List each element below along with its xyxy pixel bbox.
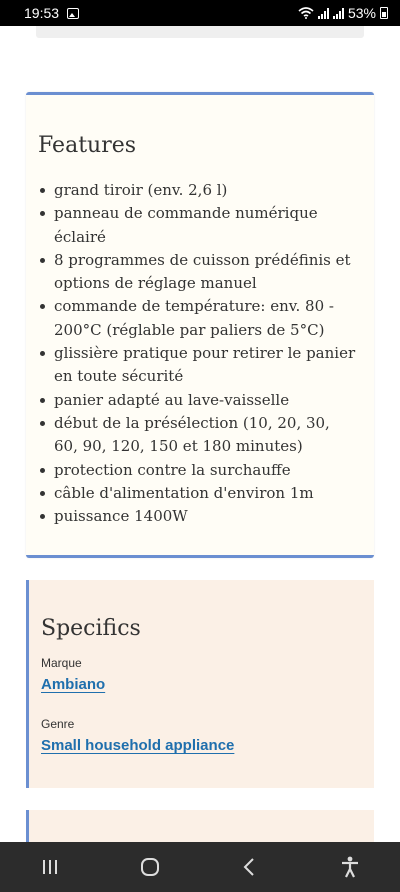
gallery-notification-icon <box>67 8 79 19</box>
feature-item: commande de température: env. 80 - 200°C (réglable par paliers de 5°C) <box>38 295 356 342</box>
recent-apps-icon <box>41 858 59 876</box>
feature-item: 8 programmes de cuisson prédéfinis et options de réglage manuel <box>38 249 356 296</box>
genre-link[interactable]: Small household appliance <box>41 737 235 754</box>
features-list <box>38 179 356 528</box>
feature-item: panier adapté au lave-vaisselle <box>38 389 356 412</box>
feature-item: câble d'alimentation d'environ 1m <box>38 482 356 505</box>
previous-card-remnant <box>36 26 364 38</box>
home-button[interactable] <box>130 847 170 887</box>
feature-item: grand tiroir (env. 2,6 l) <box>38 179 356 202</box>
signal-icon <box>318 8 329 19</box>
recent-apps-button[interactable] <box>30 847 70 887</box>
feature-item: début de la présélection (10, 20, 30, 60, 90, 120, 150 et 180 minutes) <box>38 412 356 459</box>
back-button[interactable] <box>230 847 270 887</box>
specifics-title: Specifics <box>41 616 141 641</box>
status-right <box>298 5 388 21</box>
specifics-card <box>26 580 374 788</box>
home-icon <box>140 857 160 877</box>
back-icon <box>242 857 258 877</box>
status-bar <box>0 0 400 26</box>
feature-item: panneau de commande numérique éclairé <box>38 202 356 249</box>
system-nav-bar <box>0 842 400 892</box>
spec-label-brand: Marque <box>41 656 82 670</box>
accessibility-button[interactable] <box>330 847 370 887</box>
feature-item: protection contre la surchauffe <box>38 459 356 482</box>
feature-item: glissière pratique pour retirer le panier en toute sécurité <box>38 342 356 389</box>
status-left <box>24 5 79 21</box>
battery-icon <box>380 7 388 19</box>
status-time: 19:53 <box>24 5 60 21</box>
accessibility-icon <box>340 856 360 878</box>
features-title: Features <box>38 133 137 158</box>
features-card <box>26 92 374 558</box>
signal-icon-2 <box>333 8 344 19</box>
battery-percent: 53% <box>347 5 376 21</box>
wifi-icon <box>298 7 314 19</box>
spec-label-genre: Genre <box>41 717 75 731</box>
brand-link[interactable]: Ambiano <box>41 676 106 693</box>
feature-item: puissance 1400W <box>38 505 356 528</box>
